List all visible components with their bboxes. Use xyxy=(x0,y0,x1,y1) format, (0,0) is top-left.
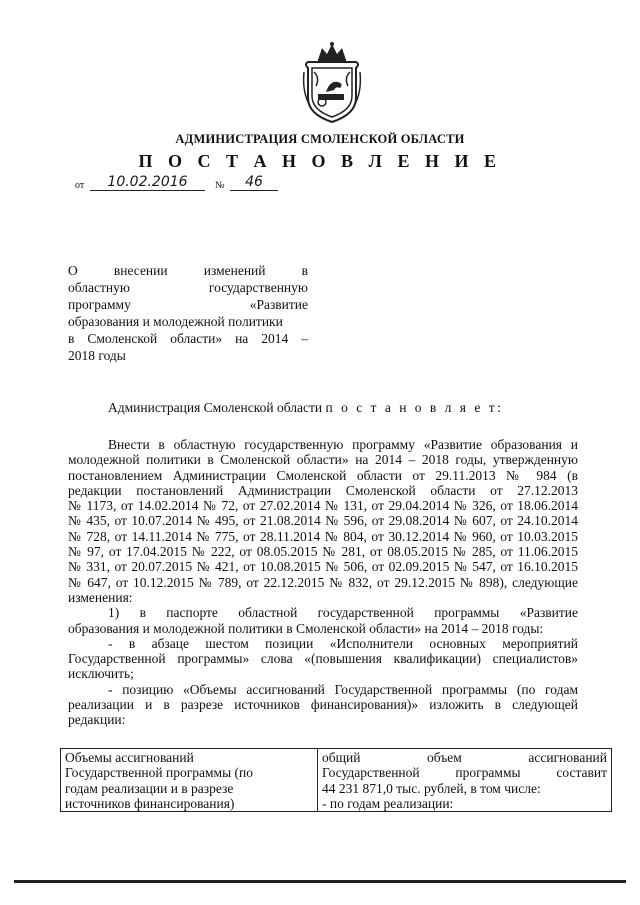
cell-line: Государственной программы (по xyxy=(65,765,254,781)
subject-line: образования и молодежной политики xyxy=(68,314,283,329)
date-prefix: от xyxy=(75,180,85,191)
subject-line: О внесении изменений в xyxy=(68,263,308,278)
body-line: реализации и в разрезе источников финансирования)» изложить в следующей xyxy=(68,697,578,713)
intro-paragraph xyxy=(108,400,503,416)
body-line: 1) в паспорте областной государственной программы «Развитие xyxy=(108,605,578,621)
body-line: № 647, от 10.12.2015 № 789, от 22.12.2015 № 832, от 29.12.2015 № 898), следующие xyxy=(68,574,578,590)
date-field: 10.02.2016 xyxy=(90,174,205,191)
cell-line: источников финансирования) xyxy=(65,795,235,811)
table-cell-value xyxy=(318,749,612,812)
body-line: редакции постановлений Администрации Смоленской области от 27.12.2013 xyxy=(68,482,578,498)
cell-line: Объемы ассигнований xyxy=(65,750,194,765)
table-cell-label xyxy=(61,749,318,812)
intro-verb: п о с т а н о в л я е т: xyxy=(325,400,504,415)
body-line: редакции: xyxy=(68,712,126,728)
table-row xyxy=(61,749,612,812)
number-field: 46 xyxy=(230,174,278,191)
body-line: - в абзаце шестом позиции «Исполнители основных мероприятий xyxy=(108,635,578,651)
page-bottom-rule xyxy=(14,880,626,883)
cell-line: годам реализации и в разрезе xyxy=(65,780,234,796)
body-line: № 97, от 17.04.2015 № 222, от 08.05.2015 № 281, от 08.05.2015 № 285, от 11.06.2015 xyxy=(68,544,578,560)
cell-line: 44 231 871,0 тыс. рублей, в том числе: xyxy=(322,780,541,796)
number-prefix: № xyxy=(215,180,225,191)
document-type-title: П О С Т А Н О В Л Е Н И Е xyxy=(138,151,502,171)
body-line: № 331, от 20.07.2015 № 421, от 10.08.2015 № 506, от 02.09.2015 № 547, от 16.10.2015 xyxy=(68,559,578,575)
subject-line: 2018 годы xyxy=(68,348,126,363)
body-line: изменения: xyxy=(68,589,133,605)
intro-text: Администрация Смоленской области xyxy=(108,400,323,415)
subject-line: областную государственную xyxy=(68,280,308,295)
cell-line: Государственной программы составит xyxy=(322,765,607,781)
body-line: Внести в областную государственную программу «Развитие образования и xyxy=(108,437,578,452)
subject-line: в Смоленской области» на 2014 – xyxy=(68,331,308,346)
subject-line: программу «Развитие xyxy=(68,297,308,312)
funding-table xyxy=(60,748,612,812)
body-line: № 435, от 10.07.2014 № 495, от 21.08.2014 № 596, от 29.08.2014 № 607, от 24.10.2014 xyxy=(68,513,578,529)
body-line: молодежной политики в Смоленской области» на 2014 – 2018 годы, утвержденную xyxy=(68,452,578,468)
body-line: № 1173, от 14.02.2014 № 72, от 27.02.2014 № 131, от 29.04.2014 № 326, от 18.06.2014 xyxy=(68,498,578,514)
subject-block xyxy=(68,262,308,364)
organization-name: АДМИНИСТРАЦИЯ СМОЛЕНСКОЙ ОБЛАСТИ xyxy=(175,132,465,146)
body-text xyxy=(68,437,578,728)
cell-line: - по годам реализации: xyxy=(322,795,454,811)
body-line: исключить; xyxy=(68,666,134,682)
coat-of-arms-emblem xyxy=(300,42,364,126)
body-line: постановлением Администрации Смоленской области от 29.11.2013 № 984 (в xyxy=(68,467,578,483)
body-line: № 728, от 14.11.2014 № 775, от 28.11.2014 № 804, от 30.12.2014 № 960, от 10.03.2015 xyxy=(68,528,578,544)
body-line: Государственной программы» слова «(повышения квалификации) специалистов» xyxy=(68,651,578,667)
body-line: - позицию «Объемы ассигнований Государственной программы (по годам xyxy=(108,681,578,697)
cell-line: общий объем ассигнований xyxy=(322,750,607,765)
body-line: образования и молодежной политики в Смоленской области» на 2014 – 2018 годы: xyxy=(68,620,544,636)
